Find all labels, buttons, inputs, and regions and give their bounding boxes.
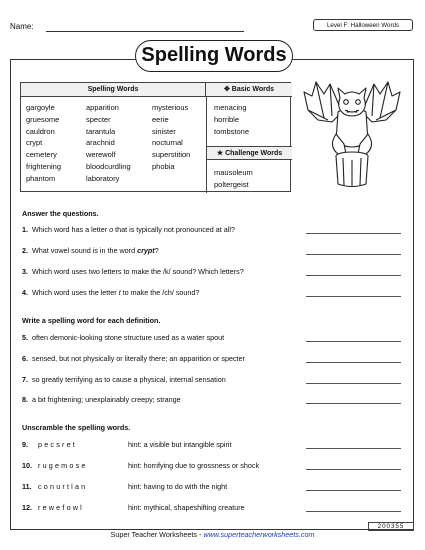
word-item: mysterious <box>152 103 189 112</box>
definition-6: 6. sensed, but not physically or literally there; an apparition or specter <box>22 354 245 363</box>
word-item: bloodcurdling <box>86 161 131 171</box>
word-item: superstition <box>152 150 191 160</box>
definition-5: 5. often demonic-looking stone structure used as a water spout <box>22 333 225 342</box>
word-item: eerie <box>152 114 169 124</box>
worksheet-code: 200355 <box>368 522 414 531</box>
challenge-words-list <box>214 167 253 191</box>
word-item: sinister <box>152 126 176 136</box>
word-item: cauldron <box>26 126 55 136</box>
diamond-icon: ✥ <box>223 86 232 93</box>
footer-link[interactable]: www.superteacherworksheets.com <box>203 530 315 539</box>
answer-line[interactable] <box>306 254 401 255</box>
unscramble-11: 11. conurtlan hint: having to do with the night <box>22 482 228 491</box>
word-item: menacing <box>214 103 247 112</box>
answer-line[interactable] <box>306 490 401 491</box>
basic-words-list <box>214 102 249 137</box>
word-column-3 <box>152 102 190 173</box>
table-divider <box>206 97 207 193</box>
word-item: cemetery <box>26 150 57 160</box>
challenge-words-header: ★ Challenge Words <box>207 146 292 160</box>
answer-line[interactable] <box>306 403 401 404</box>
definition-7: 7. so greatly terrifying as to cause a physical, internal sensation <box>22 375 226 384</box>
word-item: specter <box>86 114 111 124</box>
word-item: frightening <box>26 161 62 171</box>
word-table <box>20 82 291 192</box>
word-item: tombstone <box>214 126 250 136</box>
answer-line[interactable] <box>306 362 401 363</box>
question-1: 1. Which word has a letter o that is typically not pronounced at all? <box>22 225 235 234</box>
name-label: Name: <box>10 22 34 31</box>
word-item: nocturnal <box>152 138 183 148</box>
section-heading-unscramble: Unscramble the spelling words. <box>22 423 131 432</box>
gargoyle-illustration <box>302 72 402 192</box>
spelling-words-header: Spelling Words <box>21 83 206 97</box>
answer-line[interactable] <box>306 383 401 384</box>
word-item: gruesome <box>26 114 60 124</box>
question-2: 2. What vowel sound is in the word crypt? <box>22 246 159 255</box>
footer <box>0 530 425 539</box>
word-item: crypt <box>26 138 43 148</box>
word-item: poltergeist <box>214 179 249 189</box>
basic-words-header: ✥ Basic Words <box>206 83 292 97</box>
footer-brand: Super Teacher Worksheets - <box>110 530 204 539</box>
answer-line[interactable] <box>306 469 401 470</box>
word-item: horrible <box>214 114 240 124</box>
answer-line[interactable] <box>306 296 401 297</box>
unscramble-12: 12. rewefowl hint: mythical, shapeshifting creature <box>22 503 245 512</box>
word-item: laboratory <box>86 173 120 183</box>
definition-8: 8. a bit frightening; unexplainably creepy; strange <box>22 395 181 404</box>
star-icon: ★ <box>216 150 226 157</box>
section-heading-questions: Answer the questions. <box>22 209 99 218</box>
word-item: phobia <box>152 161 175 171</box>
word-item: arachnid <box>86 138 115 148</box>
word-column-2 <box>86 102 131 185</box>
unscramble-10: 10. rugemose hint: horrifying due to grossness or shock <box>22 461 260 470</box>
word-item: phantom <box>26 173 56 183</box>
answer-line[interactable] <box>306 511 401 512</box>
section-heading-definitions: Write a spelling word for each definition. <box>22 316 161 325</box>
unscramble-9: 9. pecsret hint: a visible but intangible spirit <box>22 440 232 449</box>
word-item: mausoleum <box>214 168 253 177</box>
word-item: werewolf <box>86 150 116 160</box>
word-item: tarantula <box>86 126 116 136</box>
word-column-1 <box>26 102 61 185</box>
answer-line[interactable] <box>306 448 401 449</box>
word-item: apparition <box>86 103 119 112</box>
name-line <box>46 31 244 32</box>
answer-line[interactable] <box>306 275 401 276</box>
word-item: gargoyle <box>26 103 55 112</box>
answer-line[interactable] <box>306 233 401 234</box>
question-4: 4. Which word uses the letter t to make the /ch/ sound? <box>22 288 200 297</box>
answer-line[interactable] <box>306 341 401 342</box>
page-title: Spelling Words <box>135 40 293 72</box>
question-3: 3. Which word uses two letters to make the /k/ sound? Which letters? <box>22 267 244 276</box>
level-badge: Level F: Halloween Words <box>313 19 413 31</box>
